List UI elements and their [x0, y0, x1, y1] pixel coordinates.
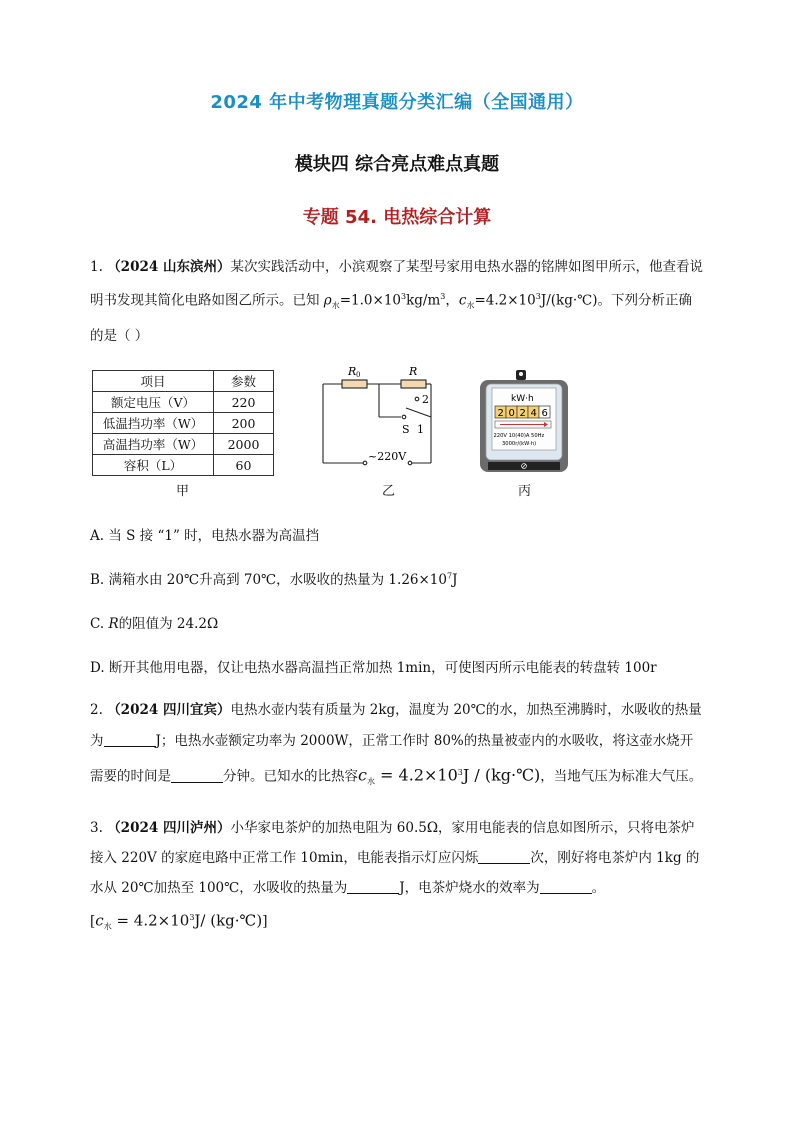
exponent: 3 — [440, 292, 446, 301]
figure-label-yi: 乙 — [382, 484, 396, 499]
question-2 — [90, 695, 705, 797]
c-symbol: c — [95, 911, 104, 930]
meter-spec: 220V 10(40)A 50Hz — [493, 433, 545, 439]
question-text: 。 — [591, 880, 606, 896]
question-text: 次，刚好将电茶炉内 1kg 的水从 20℃加热至 100℃，水吸收的热量为 — [90, 850, 700, 896]
answer-blank[interactable] — [347, 880, 399, 894]
exponent: 3 — [535, 292, 541, 301]
meter-digit: 2 — [519, 408, 526, 419]
question-text: J，电茶炉烧水的效率为 — [399, 880, 540, 896]
option-b-text: B. 满箱水由 20℃升高到 70℃，水吸收的热量为 1.26×10 — [90, 572, 447, 588]
lock-icon-hole — [519, 372, 523, 376]
table-row — [93, 392, 274, 413]
option-b-unit: J — [452, 572, 458, 588]
question-text: 分钟。已知水的比热容 — [223, 768, 358, 785]
water-subscript: 水 — [103, 922, 112, 932]
question-number: 2. — [90, 702, 103, 718]
table-row — [93, 455, 274, 476]
exponent: 7 — [447, 571, 453, 581]
water-subscript: 水 — [366, 777, 375, 787]
module-title: 模块四 综合亮点难点真题 — [294, 154, 500, 175]
c-unit: J/(kg·℃)。下列分析正确的是（ ） — [90, 292, 693, 345]
r0-label: R — [348, 365, 357, 378]
question-text: 小华家电茶炉的加热电阻为 60.5Ω，家用电能表的信息如图所示，只将电茶炉接入 220V 的家庭电路中正常工作 10min，电能表指示灯应闪烁 — [90, 820, 695, 866]
energy-meter — [478, 368, 574, 478]
c-symbol: c — [358, 765, 367, 785]
option-c-text: 的阻值为 24.2Ω — [118, 616, 219, 632]
table-row — [93, 434, 274, 455]
c-value: =4.2×10 — [474, 292, 536, 309]
table-cell: 2000 — [214, 434, 274, 455]
rho-symbol: ρ — [323, 292, 332, 309]
meter-spec: 3000r/(kW·h) — [502, 441, 537, 447]
question-text: J；电热水壶额定功率为 2000W，正常工作时 80%的热量被壶内的水吸收，将这壶水烧开需要的时间是 — [90, 733, 694, 785]
water-subscript: 水 — [331, 301, 340, 311]
question-number: 3. — [90, 820, 103, 836]
exponent: 3 — [401, 292, 407, 301]
figure-label-bing: 丙 — [518, 484, 532, 499]
table-header-row — [93, 371, 274, 392]
option-a: A. 当 S 接 “1” 时，电热水器为高温挡 — [90, 528, 320, 544]
question-source: （2024 四川宜宾） — [107, 702, 231, 718]
table-header: 项目 — [93, 371, 214, 392]
option-c — [90, 612, 218, 632]
c-symbol: c — [458, 292, 467, 309]
rho-value: =1.0×10 — [339, 292, 402, 309]
table-cell: 额定电压（V） — [93, 392, 214, 413]
exponent: 3 — [457, 768, 463, 777]
c-value: = 4.2×10 — [374, 765, 458, 785]
table-cell: 220 — [214, 392, 274, 413]
figure-label-jia: 甲 — [176, 484, 190, 499]
answer-blank[interactable] — [104, 733, 156, 747]
question-text: ，当地气压为标准大气压。 — [540, 768, 703, 785]
switch-pos-2: 2 — [422, 393, 429, 406]
table-header: 参数 — [214, 371, 274, 392]
formula-bracket: ] — [262, 913, 268, 930]
answer-blank[interactable] — [540, 880, 592, 894]
table-cell: 高温挡功率（W） — [93, 434, 214, 455]
r0-subscript: 0 — [356, 371, 361, 379]
question-3 — [90, 813, 705, 942]
table-cell: 200 — [214, 413, 274, 434]
topic-title: 专题 54. 电热综合计算 — [302, 207, 492, 228]
table-row — [93, 413, 274, 434]
question-text: 某次实践活动中，小滨观察了某型号家用电热水器的铭牌如图甲所示，他查看说明书发现其简化电路如图乙所示。已知 — [90, 259, 703, 309]
answer-blank[interactable] — [171, 769, 223, 783]
question-1: 1. （2024 山东滨州）某次实践活动中，小滨观察了某型号家用电热水器的铭牌如图甲所示，他查看说明书发现其简化电路如图乙所示。已知 $\rho_水=1.0\times 10^3kg/m^3$，$c_水=4.2\times 10^3J/(kg\cdot℃)$。下列分析正确的是（ ） — [90, 259, 703, 345]
table-cell: 60 — [214, 455, 274, 476]
question-source: （2024 四川泸州） — [107, 820, 231, 836]
table-cell: 低温挡功率（W） — [93, 413, 214, 434]
exponent: 3 — [189, 913, 195, 922]
option-b — [90, 568, 458, 588]
meter-unit: kW·h — [511, 394, 534, 404]
rho-unit: kg/m — [406, 292, 441, 309]
meter-digit: 2 — [497, 408, 504, 419]
meter-digit: 4 — [530, 408, 537, 419]
option-c-symbol: R — [108, 616, 119, 632]
table-cell: 容积（L） — [93, 455, 214, 476]
question-number: 1. — [90, 259, 103, 275]
meter-digit: 0 — [508, 408, 515, 419]
question-source: （2024 山东滨州） — [107, 259, 231, 275]
meter-digit: 6 — [541, 408, 548, 419]
circuit-diagram — [318, 362, 443, 472]
c-value: = 4.2×10 — [111, 911, 190, 930]
option-c-prefix: C. — [90, 616, 109, 632]
option-d: D. 断开其他用电器，仅让电热水器高温挡正常加热 1min，可使图丙所示电能表的转盘转 100r — [90, 660, 657, 676]
answer-blank[interactable] — [478, 850, 530, 864]
voltage-label: ~220V — [368, 450, 407, 463]
water-subscript: 水 — [466, 301, 475, 311]
document-title: 2024 年中考物理真题分类汇编（全国通用） — [210, 92, 584, 113]
switch-pos-1: 1 — [417, 423, 424, 436]
c-unit: J/ (kg·℃) — [194, 911, 263, 930]
question-text: 电热水壶内装有质量为 2kg，温度为 20℃的水，加热至沸腾时，水吸收的热量为 — [90, 702, 702, 749]
c-unit: J / (kg·℃) — [462, 765, 541, 785]
r-label: R — [409, 365, 418, 378]
switch-label: S — [402, 423, 410, 436]
nameplate-table — [92, 370, 274, 476]
formula-bracket: [ — [90, 913, 96, 930]
